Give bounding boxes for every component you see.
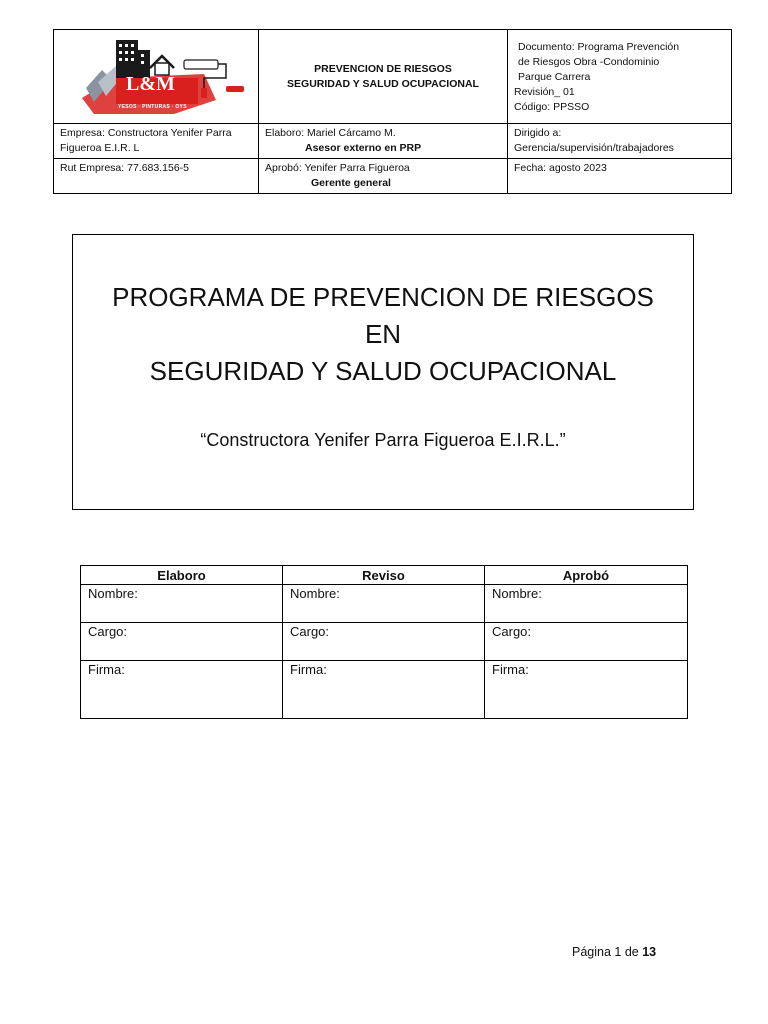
doc-line1: Documento: Programa Prevención [518, 41, 680, 53]
aprobo-text: Aprobó: Yenifer Parra Figueroa [265, 162, 410, 174]
logo-subtext: YESOS · PINTURAS · OYS [118, 104, 187, 110]
fecha-cell [508, 159, 732, 194]
sig-firma-elaboro: Firma: [81, 661, 283, 719]
elaboro-role: Asesor externo en PRP [305, 142, 422, 154]
sig-header-elaboro: Elaboro [81, 566, 283, 585]
codigo-text: Código: PPSSO [514, 101, 590, 113]
empresa-cell [54, 124, 259, 159]
dirigido-cell [508, 124, 732, 159]
sig-nombre-aprobo: Nombre: [485, 585, 688, 623]
aprobo-role: Gerente general [311, 177, 391, 189]
main-title-line1: PROGRAMA DE PREVENCION DE RIESGOS [112, 282, 654, 312]
page-number [572, 945, 656, 959]
page-number-total: 13 [642, 945, 657, 959]
fecha-text: Fecha: agosto 2023 [514, 162, 607, 174]
sig-firma-reviso: Firma: [283, 661, 485, 719]
logo-cell [54, 30, 259, 124]
header-table [53, 29, 732, 194]
dirigido-label: Dirigido a: [514, 127, 562, 139]
signature-table [80, 565, 688, 719]
sig-header-aprobo: Aprobó [485, 566, 688, 585]
elaboro-text: Elaboro: Mariel Cárcamo M. [265, 127, 396, 139]
aprobo-cell [259, 159, 508, 194]
sig-nombre-elaboro: Nombre: [81, 585, 283, 623]
logo-text: L&M [126, 73, 175, 95]
rut-cell [54, 159, 259, 194]
sig-cargo-aprobo: Cargo: [485, 623, 688, 661]
header-title-line2: SEGURIDAD Y SALUD OCUPACIONAL [287, 77, 479, 90]
sig-nombre-reviso: Nombre: [283, 585, 485, 623]
main-subtitle: “Constructora Yenifer Parra Figueroa E.I.R.L.” [200, 430, 566, 450]
main-title-line3: SEGURIDAD Y SALUD OCUPACIONAL [149, 356, 617, 386]
doc-line3: Parque Carrera [518, 71, 591, 83]
main-title-line2: EN [364, 319, 402, 349]
sig-firma-aprobo: Firma: [485, 661, 688, 719]
doc-line2: de Riesgos Obra -Condominio [518, 56, 660, 68]
sig-cargo-reviso: Cargo: [283, 623, 485, 661]
rut-text: Rut Empresa: 77.683.156-5 [60, 162, 189, 174]
dirigido-value: Gerencia/supervisión/trabajadores [514, 142, 674, 154]
sig-header-reviso: Reviso [283, 566, 485, 585]
header-title-line1: PREVENCION DE RIESGOS [314, 62, 452, 75]
page-number-prefix: Página 1 de [572, 945, 643, 959]
main-title-box [72, 234, 694, 510]
elaboro-cell [259, 124, 508, 159]
document-info-cell [508, 30, 732, 124]
empresa-text: Empresa: Constructora Yenifer Parra Figueroa E.I.R. L [60, 127, 232, 154]
sig-cargo-elaboro: Cargo: [81, 623, 283, 661]
header-title-cell [259, 30, 508, 124]
revision-text: Revisión_ 01 [514, 86, 575, 98]
